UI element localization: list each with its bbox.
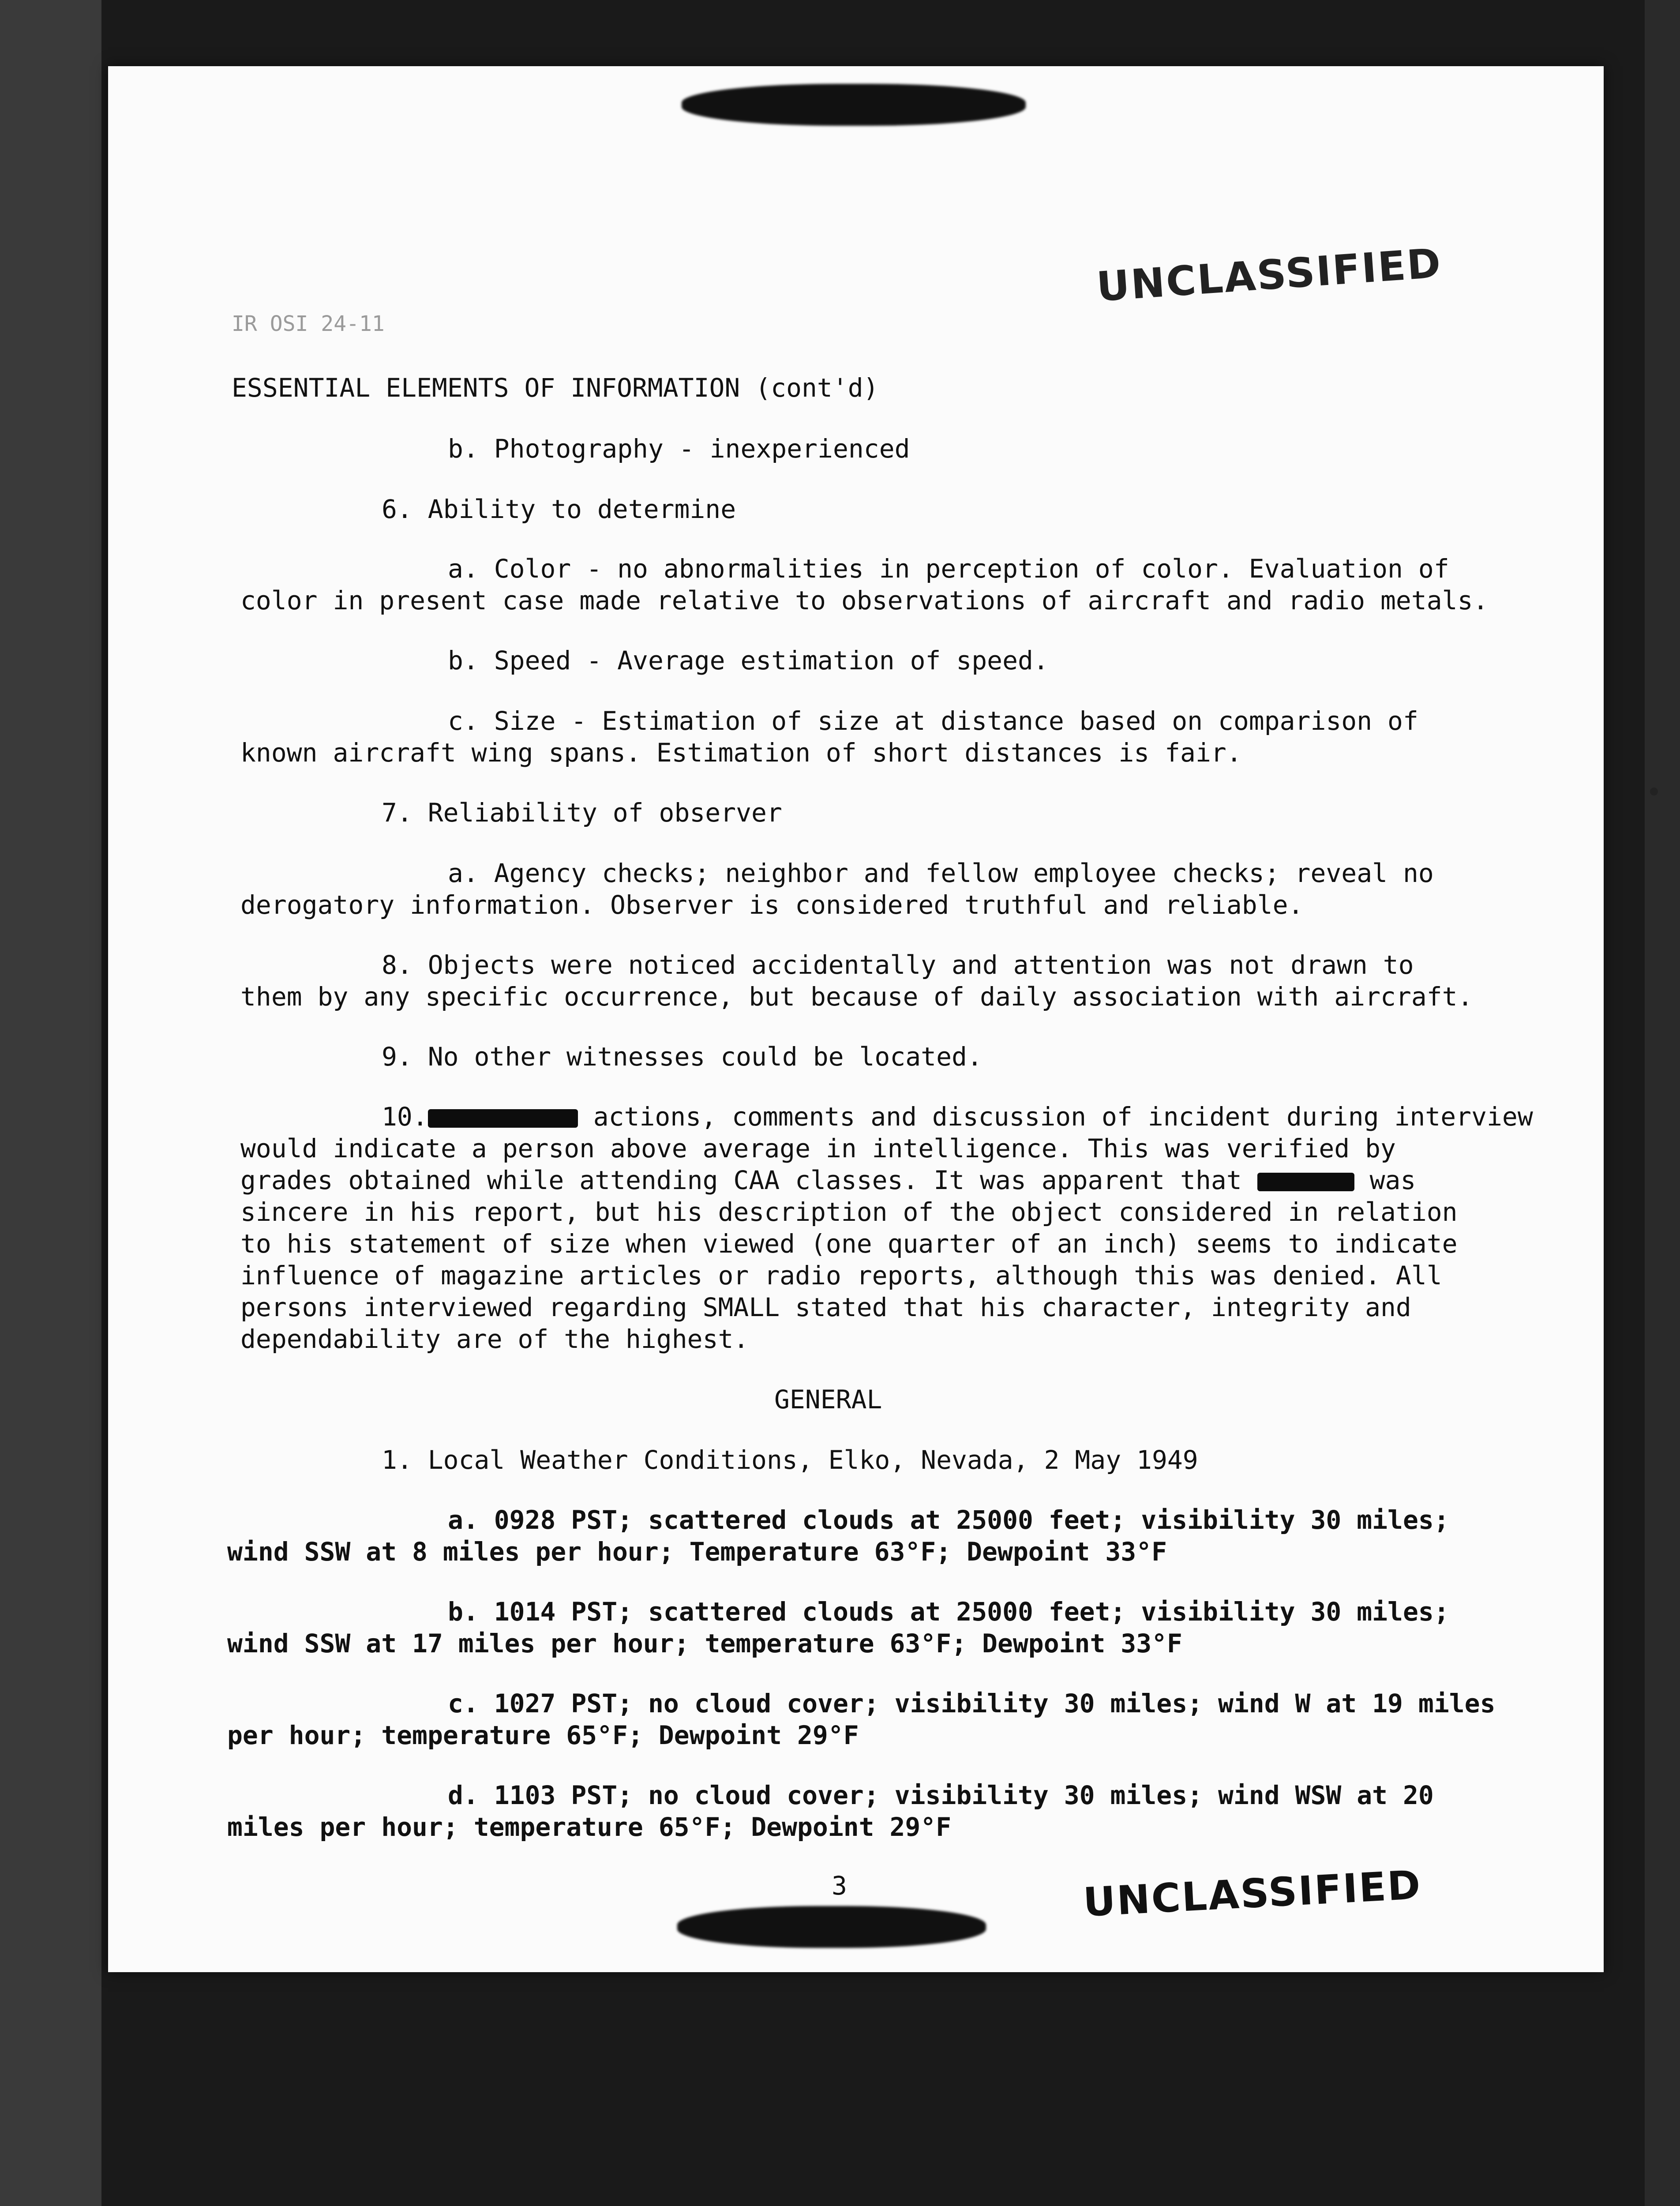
item-8-line1: 8. Objects were noticed accidentally and attention was not drawn to: [382, 950, 1414, 980]
weather-c-line2: per hour; temperature 65°F; Dewpoint 29°F: [227, 1720, 859, 1750]
ability-photography: b. Photography - inexperienced: [448, 434, 910, 464]
redaction-top: [682, 84, 1026, 126]
ability-speed: b. Speed - Average estimation of speed.: [448, 645, 1049, 675]
item-10-line3-text: grades obtained while attending CAA classes. It was apparent that: [240, 1165, 1242, 1195]
weather-c-line1: c. 1027 PST; no cloud cover; visibility 30 miles; wind W at 19 miles: [448, 1688, 1496, 1718]
item-10-text: actions, comments and discussion of incident during interview: [593, 1102, 1533, 1132]
redaction-bottom: [677, 1906, 986, 1948]
ability-heading: 6. Ability to determine: [382, 494, 736, 524]
classification-stamp-bottom: UNCLASSIFIED: [1082, 1861, 1423, 1926]
item-8-line2: them by any specific occurrence, but because of daily association with aircraft.: [240, 982, 1473, 1012]
weather-b-line1: b. 1014 PST; scattered clouds at 25000 feet; visibility 30 miles;: [448, 1597, 1449, 1627]
item-10-line4: sincere in his report, but his description of the object considered in relation: [240, 1197, 1458, 1227]
item-10-number: 10.: [382, 1102, 428, 1132]
item-10-line2: would indicate a person above average in intelligence. This was verified by: [240, 1133, 1396, 1163]
redaction-name: [428, 1109, 578, 1128]
weather-d-line2: miles per hour; temperature 65°F; Dewpoint 29°F: [227, 1812, 952, 1842]
item-10-line7: persons interviewed regarding SMALL stated that his character, integrity and: [240, 1292, 1411, 1322]
general-heading: GENERAL: [774, 1384, 882, 1414]
film-edge-left: [0, 0, 101, 2206]
file-reference: IR OSI 24-11: [232, 311, 385, 336]
page-number: 3: [832, 1871, 847, 1901]
item-10-line3: [240, 1167, 1416, 1193]
document-page: [108, 66, 1604, 1972]
weather-b-line2: wind SSW at 17 miles per hour; temperature 63°F; Dewpoint 33°F: [227, 1628, 1182, 1658]
item-9: 9. No other witnesses could be located.: [382, 1042, 982, 1072]
weather-a-line2: wind SSW at 8 miles per hour; Temperature 63°F; Dewpoint 33°F: [227, 1537, 1167, 1567]
film-mark: [1650, 788, 1658, 795]
film-edge-right: [1645, 0, 1680, 2206]
section-title: ESSENTIAL ELEMENTS OF INFORMATION (cont'd): [232, 373, 879, 403]
ability-color-line2: color in present case made relative to observations of aircraft and radio metals.: [240, 585, 1489, 615]
item-10-line1: [382, 1102, 1533, 1132]
reliability-heading: 7. Reliability of observer: [382, 798, 782, 828]
classification-stamp-top: UNCLASSIFIED: [1095, 239, 1444, 311]
weather-d-line1: d. 1103 PST; no cloud cover; visibility 30 miles; wind WSW at 20: [448, 1780, 1434, 1810]
ability-size-line2: known aircraft wing spans. Estimation of short distances is fair.: [240, 738, 1242, 768]
reliability-a-line1: a. Agency checks; neighbor and fellow employee checks; reveal no: [448, 858, 1434, 888]
item-10-line5: to his statement of size when viewed (one quarter of an inch) seems to indicate: [240, 1229, 1458, 1259]
ability-size-line1: c. Size - Estimation of size at distance based on comparison of: [448, 706, 1418, 736]
reliability-a-line2: derogatory information. Observer is considered truthful and reliable.: [240, 890, 1304, 920]
weather-a-line1: a. 0928 PST; scattered clouds at 25000 feet; visibility 30 miles;: [448, 1505, 1449, 1535]
item-10-line6: influence of magazine articles or radio reports, although this was denied. All: [240, 1261, 1442, 1291]
item-10-line8: dependability are of the highest.: [240, 1324, 749, 1354]
item-10-line3-end: was: [1369, 1165, 1416, 1195]
weather-heading: 1. Local Weather Conditions, Elko, Nevada, 2 May 1949: [382, 1445, 1198, 1475]
ability-color-line1: a. Color - no abnormalities in perception of color. Evaluation of: [448, 554, 1449, 584]
redaction-name-2: [1257, 1173, 1354, 1191]
